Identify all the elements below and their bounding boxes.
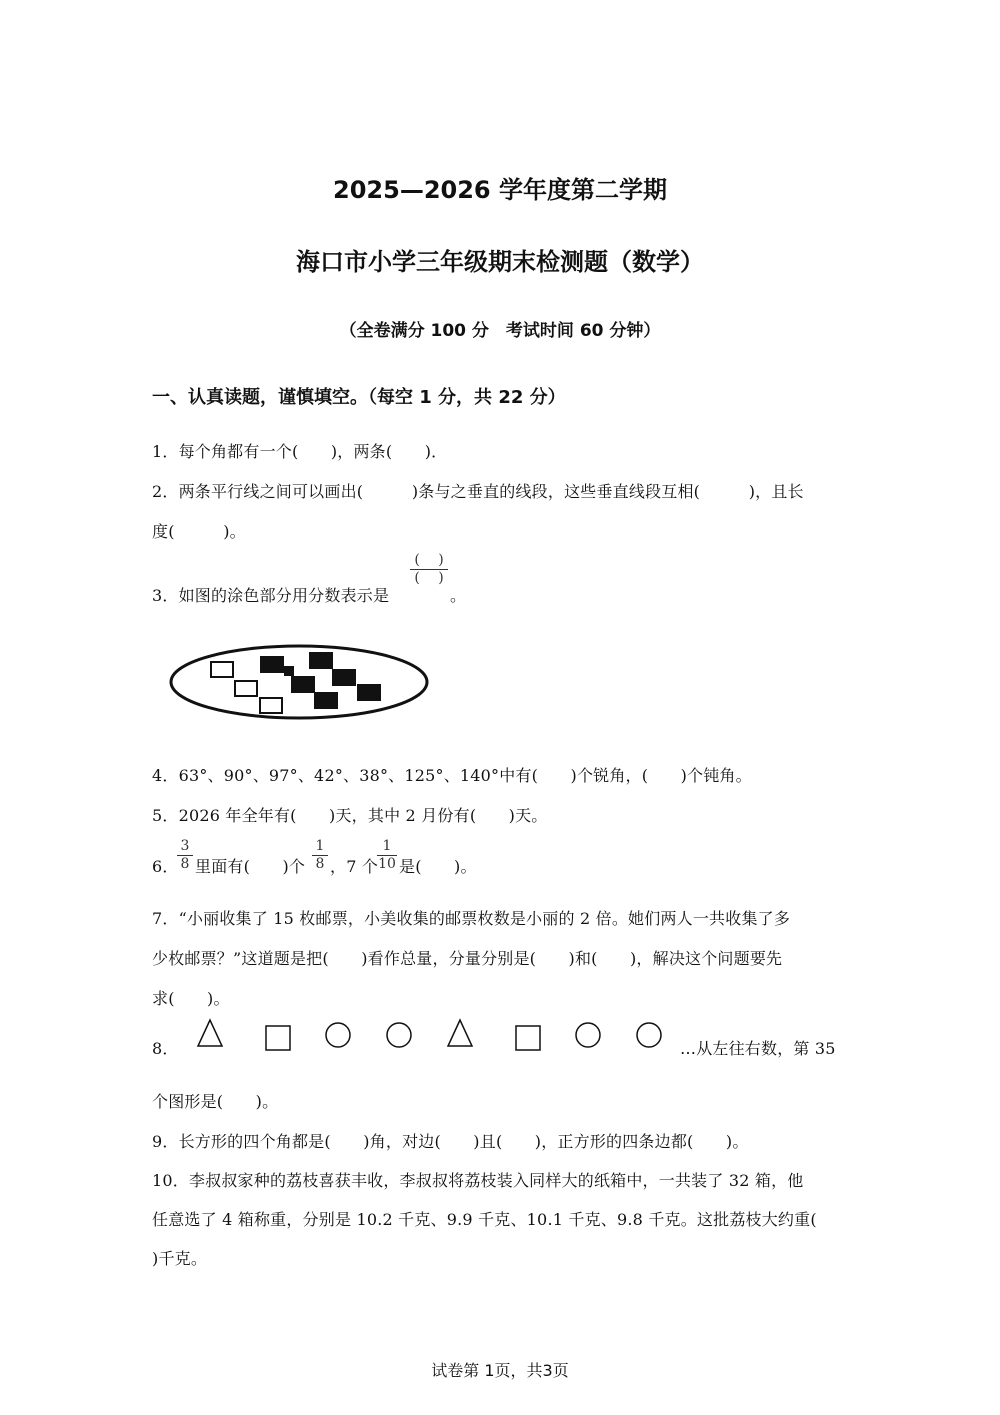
unshaded-rect-1 bbox=[211, 662, 233, 677]
unshaded-rect-2 bbox=[235, 681, 257, 696]
exam-title-term: 2025—2026 学年度第二学期 bbox=[333, 176, 667, 204]
exam-subtitle: （全卷满分 100 分 考试时间 60 分钟） bbox=[339, 321, 661, 341]
question-6-fraction-b bbox=[312, 838, 328, 873]
question-8-prefix: 8． bbox=[152, 1039, 179, 1058]
question-8-suffix: …从左往右数，第 35 bbox=[680, 1039, 836, 1058]
fraction-numerator: ( ) bbox=[414, 552, 444, 568]
circle-shape-2 bbox=[387, 1023, 411, 1047]
unshaded-rect-3 bbox=[260, 698, 282, 713]
circle-shape-1 bbox=[326, 1023, 350, 1047]
question-5: 5．2026 年全年有( )天，其中 2 月份有( )天。 bbox=[152, 806, 548, 825]
shaded-rect-7 bbox=[284, 666, 294, 676]
question-3-text bbox=[152, 583, 389, 606]
page-footer: 试卷第 1页，共3页 bbox=[431, 1361, 569, 1380]
circle-shape-3 bbox=[576, 1023, 600, 1047]
question-7-line-1: 7．“小丽收集了 15 枚邮票，小美收集的邮票枚数是小丽的 2 倍。她们两人一共收集了多 bbox=[152, 909, 791, 928]
fraction-denominator: 10 bbox=[378, 856, 396, 872]
shaded-rect-2 bbox=[309, 652, 333, 669]
question-8-line-2: 个图形是( )。 bbox=[152, 1092, 279, 1111]
question-2-line-2: 度( )。 bbox=[152, 522, 246, 541]
question-6-fraction-a bbox=[177, 838, 193, 873]
question-6-suffix: 是( )。 bbox=[399, 857, 477, 876]
shaded-rect-4 bbox=[291, 676, 315, 693]
question-2-line-1: 2．两条平行线之间可以画出( )条与之垂直的线段，这些垂直线段互相( )，且长 bbox=[152, 482, 804, 501]
question-3-suffix: 。 bbox=[450, 586, 467, 605]
question-6-prefix: 6． bbox=[152, 857, 179, 876]
shaded-rect-3 bbox=[332, 669, 356, 686]
fraction-numerator: 3 bbox=[180, 838, 190, 854]
square-shape-2 bbox=[516, 1026, 540, 1050]
question-3-fraction bbox=[410, 552, 448, 587]
question-7-line-2: 少枚邮票？”这道题是把( )看作总量，分量分别是( )和( )，解决这个问题要先 bbox=[152, 949, 783, 968]
fraction-numerator: 1 bbox=[315, 838, 325, 854]
question-10-line-3: )千克。 bbox=[152, 1249, 208, 1268]
question-9: 9．长方形的四个角都是( )角，对边( )且( )，正方形的四条边都( )。 bbox=[152, 1132, 749, 1151]
fraction-denominator: 8 bbox=[177, 855, 193, 873]
question-7-line-3: 求( )。 bbox=[152, 989, 230, 1008]
fraction-denominator: 8 bbox=[312, 855, 328, 873]
question-6-mid-1: 里面有( )个 bbox=[195, 857, 306, 876]
exam-title: 海口市小学三年级期末检测题（数学） bbox=[296, 248, 704, 276]
question-10-line-2: 任意选了 4 箱称重，分别是 10.2 千克、9.9 千克、10.1 千克、9.8 千克。这批荔枝大约重( bbox=[152, 1210, 817, 1229]
question-8-shape-sequence bbox=[190, 1016, 670, 1056]
question-1: 1．每个角都有一个( )，两条( )． bbox=[152, 442, 448, 461]
question-10-line-1: 10．李叔叔家种的荔枝喜获丰收，李叔叔将荔枝装入同样大的纸箱中，一共装了 32 箱，他 bbox=[152, 1171, 804, 1190]
question-6-mid-2: ，7 个 bbox=[330, 857, 379, 876]
question-4: 4．63°、90°、97°、42°、38°、125°、140°中有( )个锐角，( )个钝角。 bbox=[152, 766, 752, 785]
question-3-figure bbox=[168, 638, 438, 728]
question-3-prefix: 3．如图的涂色部分用分数表示是 bbox=[152, 586, 390, 605]
circle-shape-4 bbox=[637, 1023, 661, 1047]
section-heading: 一、认真读题，谨慎填空。（每空 1 分，共 22 分） bbox=[152, 387, 566, 408]
square-shape-1 bbox=[266, 1026, 290, 1050]
question-6-fraction-c bbox=[377, 838, 397, 873]
shaded-rect-6 bbox=[314, 692, 338, 709]
fraction-denominator: ( ) bbox=[410, 569, 448, 587]
shaded-rect-1 bbox=[260, 656, 284, 673]
shaded-rect-5 bbox=[357, 684, 381, 701]
triangle-shape-1 bbox=[198, 1020, 222, 1046]
fraction-numerator: 1 bbox=[382, 838, 392, 854]
triangle-shape-2 bbox=[448, 1020, 472, 1046]
